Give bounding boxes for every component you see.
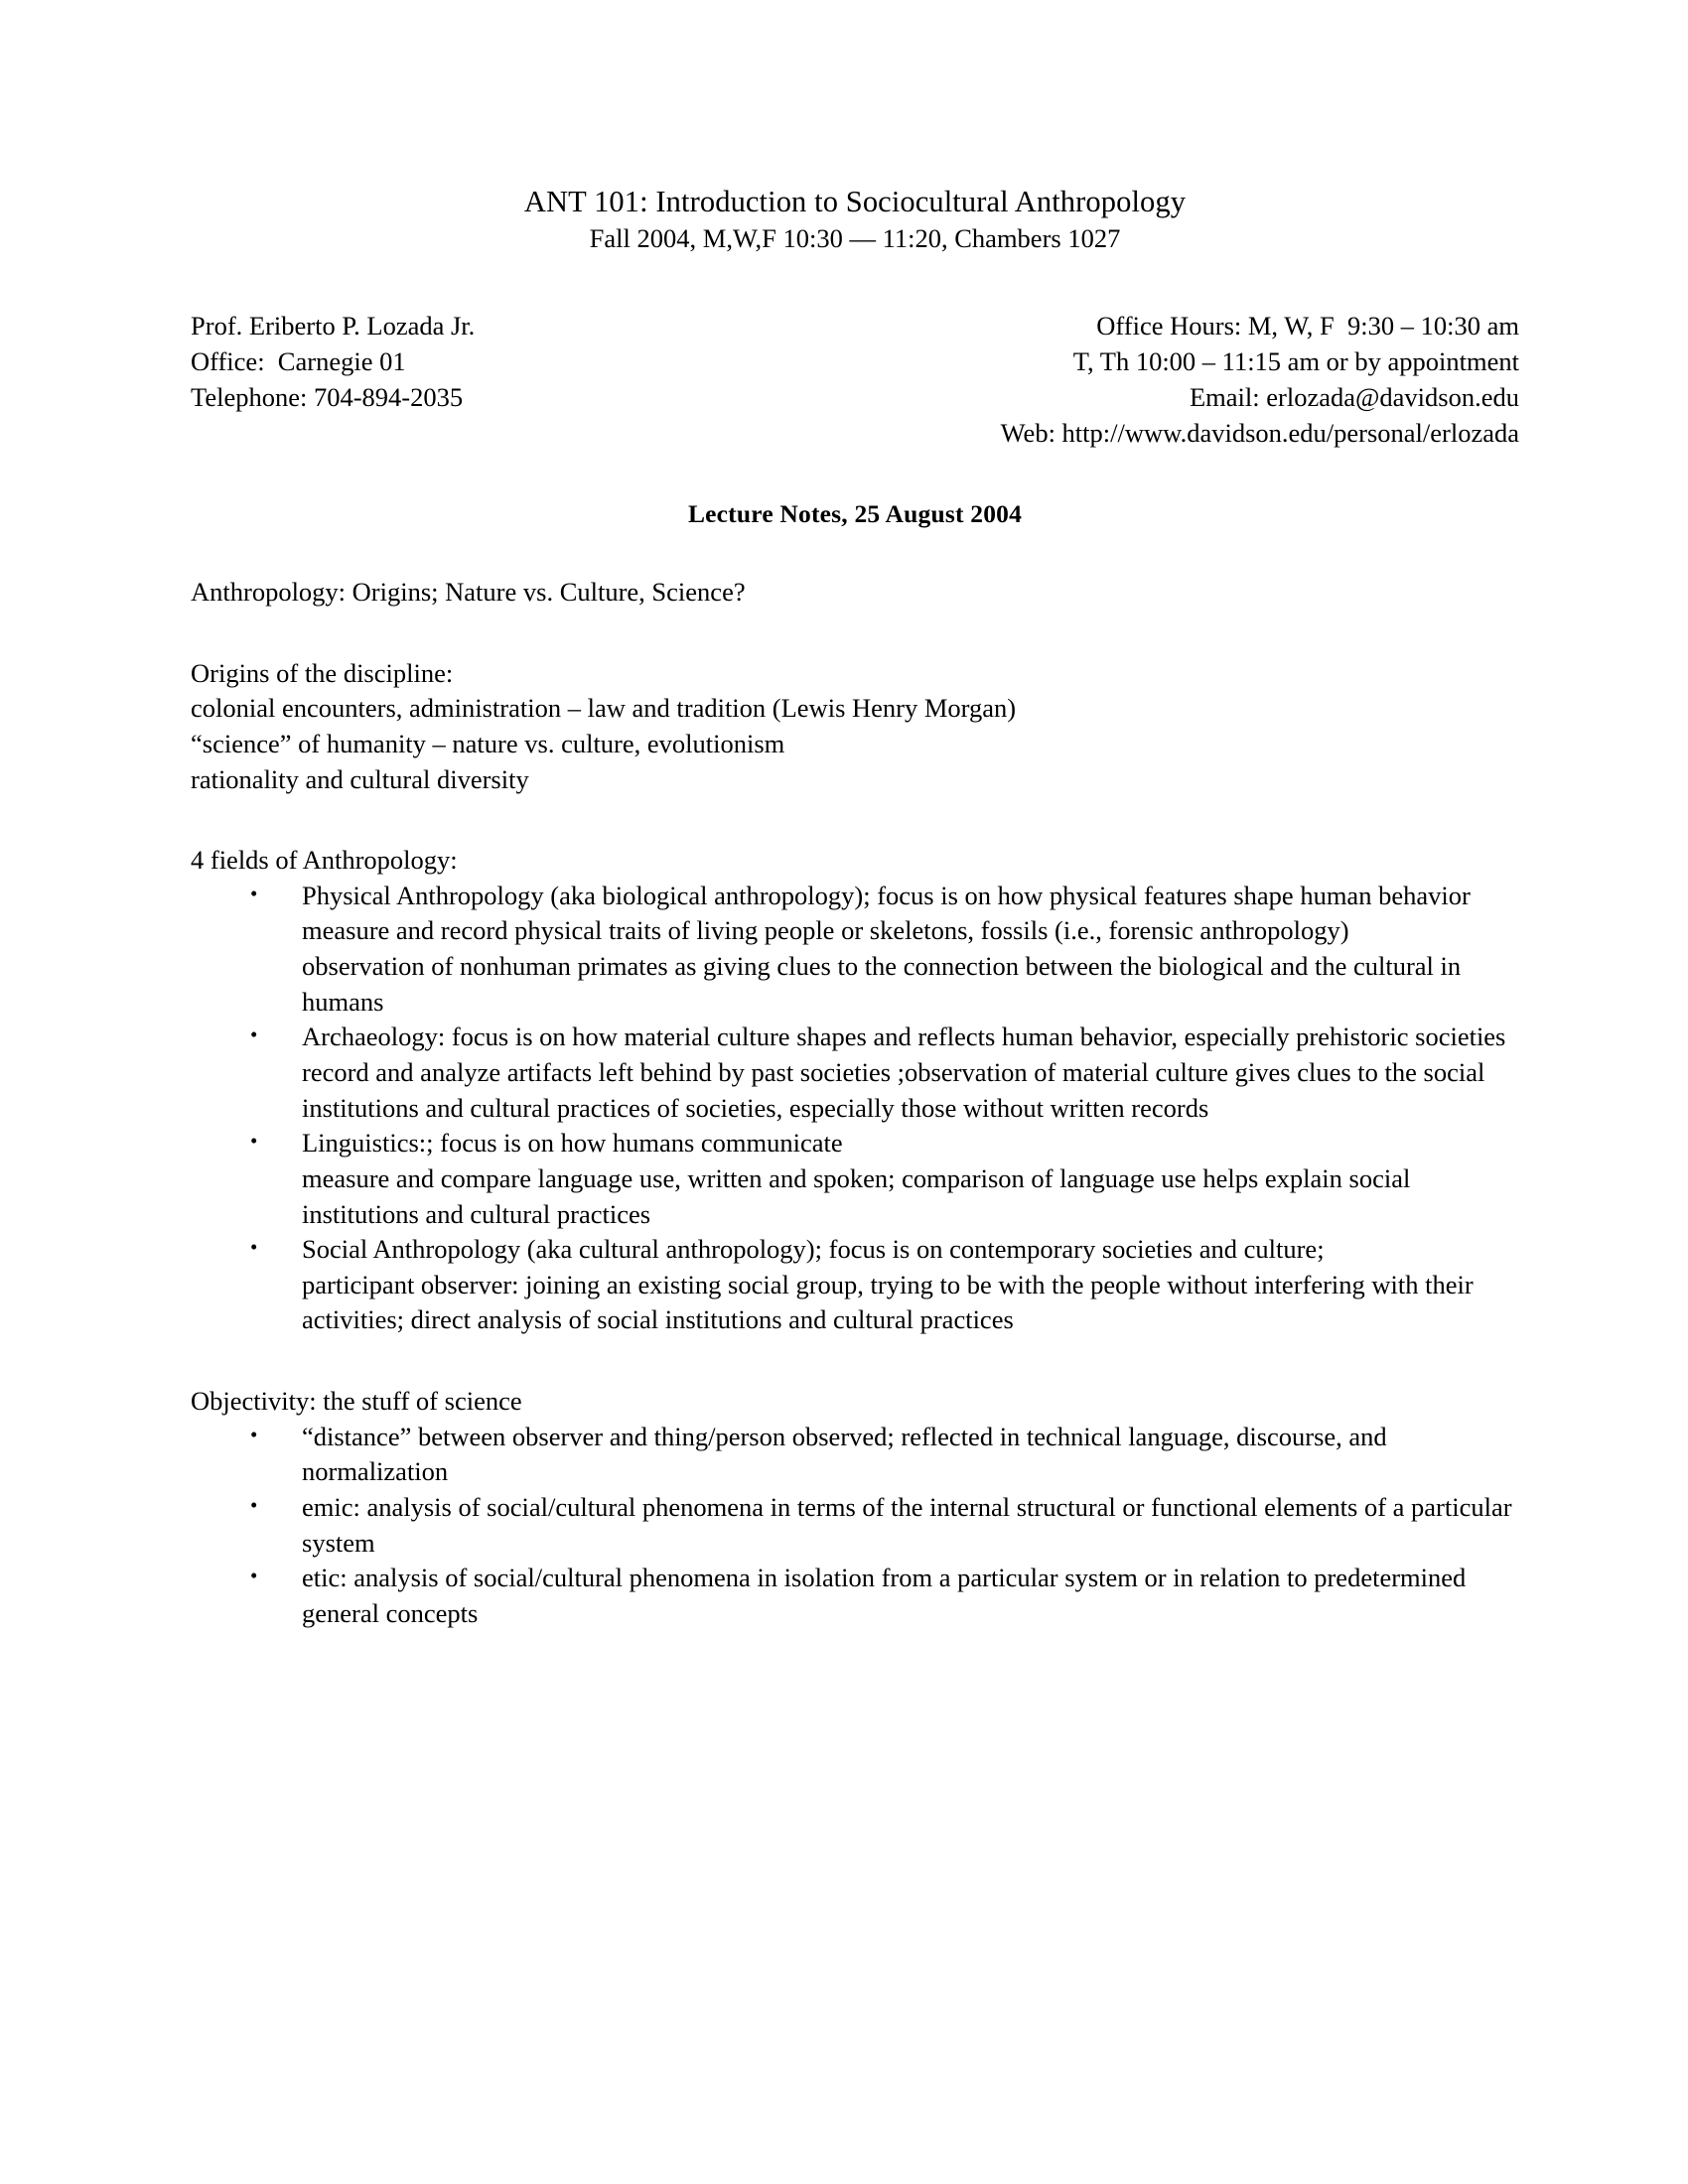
origins-line: rationality and cultural diversity — [191, 763, 529, 794]
instructor-email: Email: erlozada@davidson.edu — [1190, 382, 1519, 413]
topic-line-block — [191, 575, 1519, 611]
instructor-telephone: Telephone: 704-894-2035 — [191, 382, 464, 413]
four-fields-heading: 4 fields of Anthropology: — [191, 845, 458, 876]
bullet-icon: • — [250, 1564, 258, 1588]
objectivity-heading: Objectivity: the stuff of science — [191, 1386, 522, 1417]
objectivity-list — [191, 1420, 1519, 1632]
list-item-lead: emic: analysis of social/cultural phenomena in terms of the internal structural or functional elements of a particular system — [302, 1492, 1512, 1558]
bullet-icon: • — [250, 881, 258, 905]
bullet-icon: • — [250, 1235, 258, 1260]
list-item — [191, 1020, 1519, 1126]
list-item-subline: observation of nonhuman primates as giving clues to the connection between the biological and the cultural in humans — [302, 951, 1462, 1017]
list-item — [191, 879, 1519, 1021]
origins-line: “science” of humanity – nature vs. culture, evolutionism — [191, 728, 785, 758]
page-title: ANT 101: Introduction to Sociocultural Anthropology — [523, 185, 1187, 218]
office-hours-tth: T, Th 10:00 – 11:15 am or by appointment — [1072, 346, 1519, 377]
lecture-notes-heading: Lecture Notes, 25 August 2004 — [687, 498, 1023, 528]
origins-block — [191, 656, 1519, 798]
office-hours-mwf: Office Hours: M, W, F 9:30 – 10:30 am — [1096, 311, 1519, 341]
list-item-lead: Linguistics:; focus is on how humans communicate — [302, 1128, 843, 1159]
list-item-lead: Social Anthropology (aka cultural anthropology); focus is on contemporary societies and culture; — [302, 1234, 1325, 1265]
list-item-lead: Physical Anthropology (aka biological anthropology); focus is on how physical features shape human behavior — [302, 880, 1471, 910]
list-item-lead: “distance” between observer and thing/person observed; reflected in technical language, discourse, and normalization — [302, 1421, 1387, 1487]
list-item — [191, 1561, 1519, 1631]
list-item-lead: etic: analysis of social/cultural phenomena in isolation from a particular system or in relation to predetermined general concepts — [302, 1563, 1467, 1628]
contact-block — [191, 309, 1519, 452]
instructor-name: Prof. Eriberto P. Lozada Jr. — [191, 311, 476, 341]
objectivity-block — [191, 1384, 1519, 1631]
instructor-website: Web: http://www.davidson.edu/personal/erlozada — [1000, 418, 1519, 449]
origins-line: colonial encounters, administration – law and tradition (Lewis Henry Morgan) — [191, 693, 1017, 724]
bullet-icon: • — [250, 1023, 258, 1047]
list-item-subline: measure and record physical traits of living people or skeletons, fossils (i.e., forensic anthropology) — [302, 915, 1349, 946]
office-hours-column — [1001, 309, 1519, 452]
instructor-office: Office: Carnegie 01 — [191, 346, 406, 377]
bullet-icon: • — [250, 1422, 258, 1446]
origins-heading: Origins of the discipline: — [191, 657, 454, 688]
list-item-subline: participant observer: joining an existing social group, trying to be with the people without interfering with their activities; direct analysis of social institutions and cultural practices — [302, 1269, 1474, 1335]
four-fields-block — [191, 843, 1519, 1338]
four-fields-list — [191, 879, 1519, 1338]
list-item — [191, 1490, 1519, 1561]
list-item-subline: record and analyze artifacts left behind by past societies ;observation of material culture gives clues to the social institutions and cultural practices of societies, especially those without written records — [302, 1057, 1485, 1123]
page-subtitle: Fall 2004, M,W,F 10:30 — 11:20, Chambers 1027 — [589, 223, 1121, 254]
list-item — [191, 1232, 1519, 1338]
bullet-icon: • — [250, 1493, 258, 1518]
list-item — [191, 1126, 1519, 1232]
list-item-lead: Archaeology: focus is on how material culture shapes and reflects human behavior, especially prehistoric societies — [302, 1022, 1506, 1052]
topic-line: Anthropology: Origins; Nature vs. Culture, Science? — [191, 576, 746, 607]
list-item — [191, 1420, 1519, 1490]
list-item-subline: measure and compare language use, written and spoken; comparison of language use helps explain social institutions and cultural practices — [302, 1162, 1411, 1229]
bullet-icon: • — [250, 1129, 258, 1154]
instructor-contact-column — [191, 309, 475, 416]
